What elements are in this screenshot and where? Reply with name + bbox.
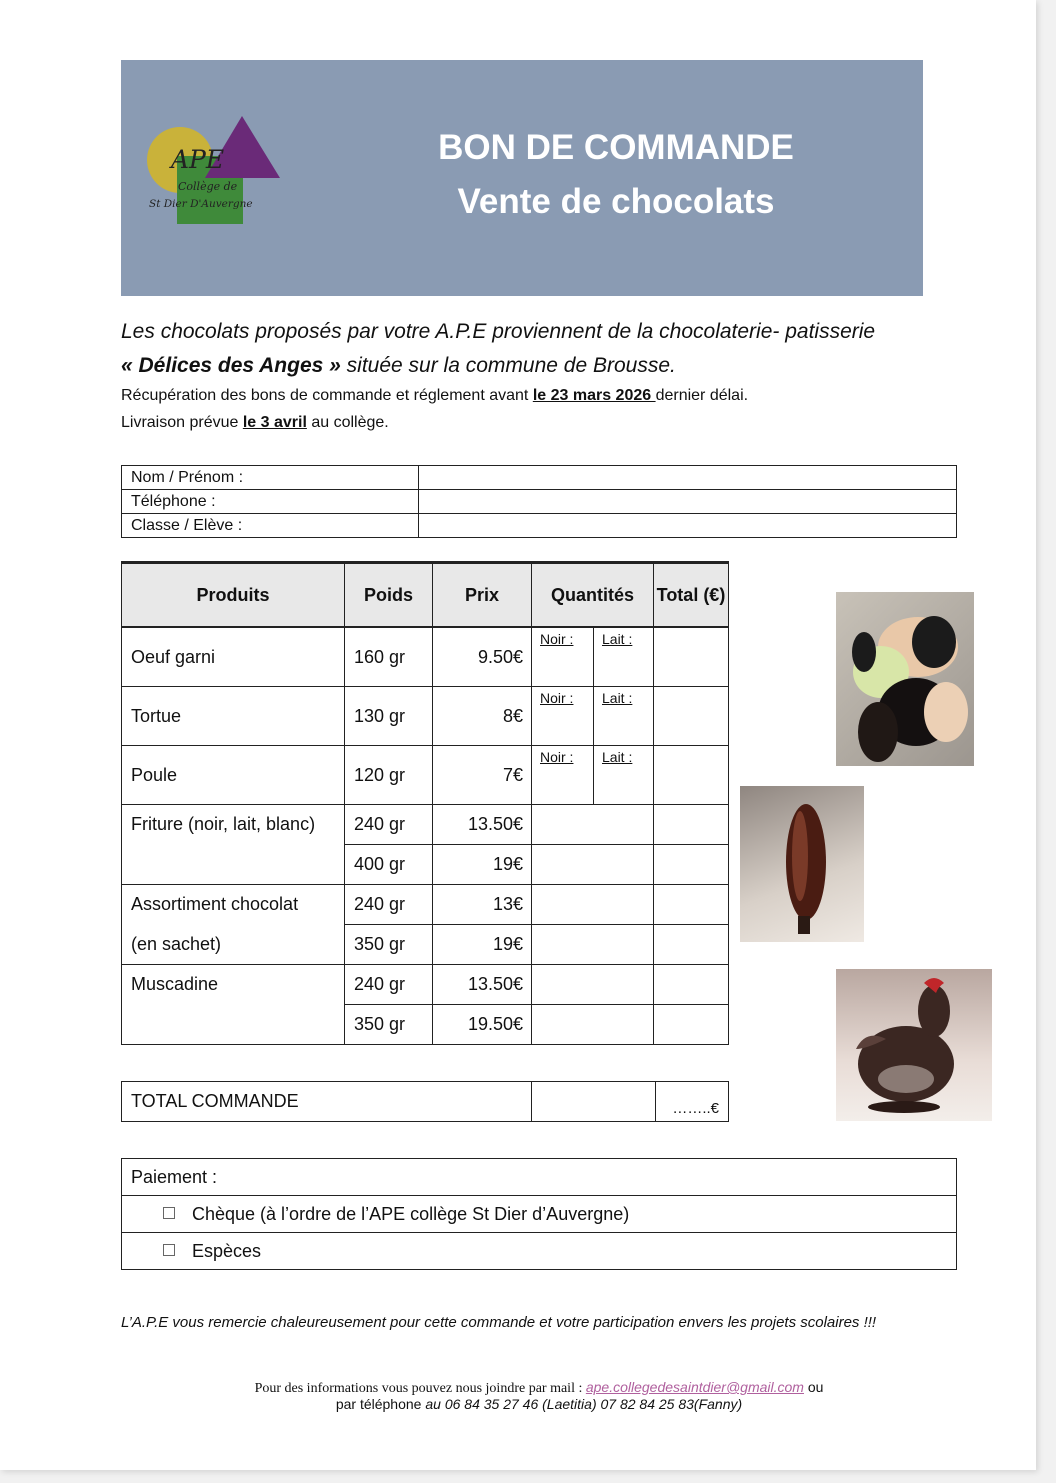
egg-chocolate-photo	[740, 786, 864, 942]
product-name: Oeuf garni	[122, 627, 345, 687]
intro-line-1: Les chocolats proposés par votre A.P.E proviennent de la chocolaterie- patisserie	[121, 320, 876, 343]
qty-lait[interactable]: Lait :	[594, 746, 654, 805]
table-row	[122, 925, 729, 965]
qty-noir[interactable]: Noir :	[532, 627, 594, 687]
product-weight: 160 gr	[345, 627, 433, 687]
tortoise-photo-image	[836, 592, 974, 766]
delivery-pre: Livraison prévue	[121, 414, 243, 431]
header-produits: Produits	[122, 563, 345, 628]
row-total[interactable]	[654, 965, 729, 1005]
payment-option-cheque[interactable]	[122, 1196, 957, 1233]
order-total-value[interactable]: ……..€	[656, 1082, 729, 1122]
product-price: 13.50€	[433, 805, 532, 845]
product-price: 8€	[433, 687, 532, 746]
product-name: Friture (noir, lait, blanc)	[122, 805, 345, 885]
deadline-date: le 23 mars 2026	[532, 387, 656, 404]
cash-label: Espèces	[192, 1240, 262, 1261]
product-price: 7€	[433, 746, 532, 805]
class-field[interactable]	[419, 514, 957, 538]
header-poids: Poids	[345, 563, 433, 628]
table-row	[122, 1159, 957, 1196]
contact-mail-pre: Pour des informations vous pouvez nous joindre par mail :	[254, 1381, 586, 1396]
row-total[interactable]	[654, 687, 729, 746]
product-name: Muscadine	[122, 965, 345, 1045]
payment-label: Paiement :	[122, 1159, 957, 1196]
hen-photo-image	[836, 969, 992, 1121]
table-row	[122, 1082, 729, 1122]
table-header-row	[122, 563, 729, 628]
product-name-line2: (en sachet)	[122, 925, 345, 965]
qty-cell[interactable]	[532, 965, 654, 1005]
logo-sub1-text: Collège de	[178, 180, 238, 193]
row-total[interactable]	[654, 845, 729, 885]
payment-option-cash[interactable]	[122, 1233, 957, 1270]
product-price: 19€	[433, 845, 532, 885]
product-price: 19€	[433, 925, 532, 965]
product-name: Tortue	[122, 687, 345, 746]
contact-phone-pre: par téléphone	[335, 1396, 426, 1412]
qty-cell[interactable]	[532, 1005, 654, 1045]
product-weight: 240 gr	[345, 885, 433, 925]
contact-phones: au 06 84 35 27 46 (Laetitia) 07 82 84 25 83(Fanny)	[425, 1396, 743, 1412]
row-total[interactable]	[654, 925, 729, 965]
delivery-note	[121, 414, 389, 432]
logo-main-text: APE	[171, 145, 225, 174]
product-price: 9.50€	[433, 627, 532, 687]
payment-table	[121, 1158, 957, 1270]
table-row	[122, 627, 729, 687]
qty-lait[interactable]: Lait :	[594, 687, 654, 746]
product-weight: 400 gr	[345, 845, 433, 885]
row-total[interactable]	[654, 627, 729, 687]
product-name: Poule	[122, 746, 345, 805]
table-row	[122, 805, 729, 845]
product-weight: 240 gr	[345, 965, 433, 1005]
thanks-text: L’A.P.E vous remercie chaleureusement pour cette commande et votre participation envers les projets scolaires !!!	[121, 1314, 877, 1331]
table-row	[122, 466, 957, 490]
qty-cell[interactable]	[532, 925, 654, 965]
customer-info-table	[121, 465, 957, 538]
qty-noir[interactable]: Noir :	[532, 746, 594, 805]
cheque-label: Chèque (à l’ordre de l’APE collège St Dier d’Auvergne)	[192, 1203, 630, 1224]
logo-sub2-text: St Dier D'Auvergne	[149, 198, 253, 210]
table-row	[122, 514, 957, 538]
deadline-post: dernier délai.	[655, 387, 749, 404]
product-price: 19.50€	[433, 1005, 532, 1045]
form-subtitle: Vente de chocolats	[457, 182, 775, 221]
header-quantites: Quantités	[532, 563, 654, 628]
checkbox-icon[interactable]	[163, 1207, 175, 1219]
delivery-post: au collège.	[306, 414, 389, 431]
product-weight: 350 gr	[345, 1005, 433, 1045]
order-total-table	[121, 1081, 729, 1122]
product-weight: 120 gr	[345, 746, 433, 805]
product-weight: 240 gr	[345, 805, 433, 845]
table-row	[122, 965, 729, 1005]
header-total: Total (€)	[654, 563, 729, 628]
qty-cell[interactable]	[532, 845, 654, 885]
qty-cell[interactable]	[532, 805, 654, 845]
deadline-pre: Récupération des bons de commande et réglement avant	[121, 387, 533, 404]
product-price: 13€	[433, 885, 532, 925]
shop-name: « Délices des Anges »	[121, 354, 341, 377]
product-name: Assortiment chocolat	[122, 885, 345, 925]
product-price: 13.50€	[433, 965, 532, 1005]
table-row	[122, 1233, 957, 1270]
table-row	[122, 490, 957, 514]
products-table	[121, 561, 729, 1045]
intro-line-2	[121, 354, 676, 378]
name-label: Nom / Prénom :	[122, 466, 419, 490]
form-title: BON DE COMMANDE	[438, 128, 794, 167]
ape-logo	[145, 112, 285, 232]
table-row	[122, 687, 729, 746]
order-total-label: TOTAL COMMANDE	[122, 1082, 532, 1122]
product-weight: 130 gr	[345, 687, 433, 746]
row-total[interactable]	[654, 885, 729, 925]
checkbox-icon[interactable]	[163, 1244, 175, 1256]
intro-line-2-rest: située sur la commune de Brousse.	[340, 354, 676, 377]
row-total[interactable]	[654, 1005, 729, 1045]
contact-mail-post: ou	[803, 1379, 824, 1395]
delivery-date: le 3 avril	[242, 414, 307, 431]
phone-label: Téléphone :	[122, 490, 419, 514]
name-field[interactable]	[419, 466, 957, 490]
qty-cell[interactable]	[532, 885, 654, 925]
header-banner	[121, 60, 923, 296]
contact-line-2	[121, 1396, 957, 1412]
row-total[interactable]	[654, 746, 729, 805]
class-label: Classe / Elève :	[122, 514, 419, 538]
deadline-note	[121, 387, 748, 405]
phone-field[interactable]	[419, 490, 957, 514]
qty-noir[interactable]: Noir :	[532, 687, 594, 746]
hen-chocolate-photo	[836, 969, 992, 1121]
contact-line-1	[121, 1379, 957, 1397]
table-row	[122, 746, 729, 805]
qty-lait[interactable]: Lait :	[594, 627, 654, 687]
header-prix: Prix	[433, 563, 532, 628]
egg-photo-image	[740, 786, 864, 942]
order-total-blank	[532, 1082, 656, 1122]
table-row	[122, 1196, 957, 1233]
contact-email-link[interactable]: ape.collegedesaintdier@gmail.com	[585, 1379, 804, 1395]
table-row	[122, 885, 729, 925]
row-total[interactable]	[654, 805, 729, 845]
tortoise-chocolate-photo	[836, 592, 974, 766]
product-weight: 350 gr	[345, 925, 433, 965]
